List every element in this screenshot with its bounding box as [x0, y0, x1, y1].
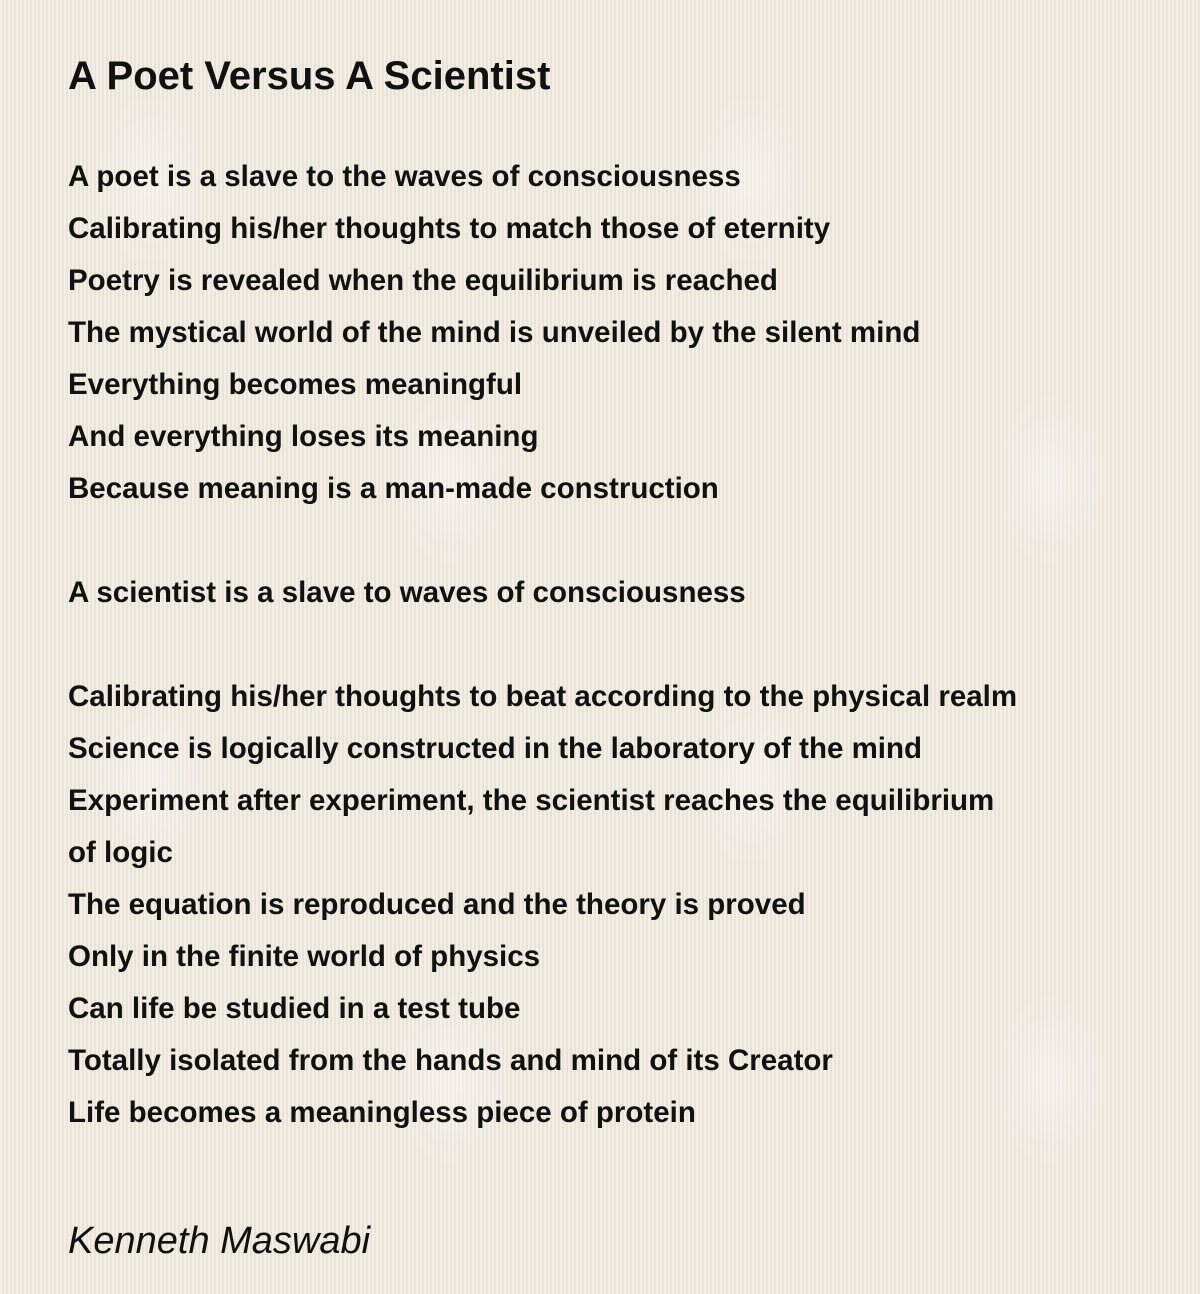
poem-line: Totally isolated from the hands and mind of its Creator — [68, 1044, 833, 1077]
poem-line: The equation is reproduced and the theory is proved — [68, 888, 806, 921]
poem-line: Because meaning is a man-made construction — [68, 472, 719, 505]
stanza-3 — [68, 671, 1138, 1139]
poem-line: The mystical world of the mind is unveiled by the silent mind — [68, 316, 921, 349]
stanza-gap — [68, 619, 1138, 671]
poem-line: A poet is a slave to the waves of consciousness — [68, 160, 741, 193]
poem-line: Calibrating his/her thoughts to match those of eternity — [68, 212, 831, 245]
poem-line: Only in the finite world of physics — [68, 940, 541, 973]
poem-body — [68, 151, 1138, 1139]
poem-title: A Poet Versus A Scientist — [68, 54, 551, 98]
poem-line: Poetry is revealed when the equilibrium is reached — [68, 264, 778, 297]
poem-line: Experiment after experiment, the scientist reaches the equilibrium — [68, 784, 995, 817]
poem-line: Life becomes a meaningless piece of protein — [68, 1096, 696, 1129]
poem-container — [68, 48, 1138, 1267]
stanza-2 — [68, 567, 1138, 619]
stanza-gap — [68, 515, 1138, 567]
poem-line: Everything becomes meaningful — [68, 368, 523, 401]
poem-line: And everything loses its meaning — [68, 420, 539, 453]
poem-line: of logic — [68, 836, 173, 869]
poem-line: Calibrating his/her thoughts to beat according to the physical realm — [68, 680, 1018, 713]
poem-line: Can life be studied in a test tube — [68, 992, 521, 1025]
poem-author: Kenneth Maswabi — [68, 1220, 371, 1262]
poem-line: Science is logically constructed in the laboratory of the mind — [68, 732, 923, 765]
stanza-1 — [68, 151, 1138, 515]
poem-line: A scientist is a slave to waves of consciousness — [68, 576, 746, 609]
